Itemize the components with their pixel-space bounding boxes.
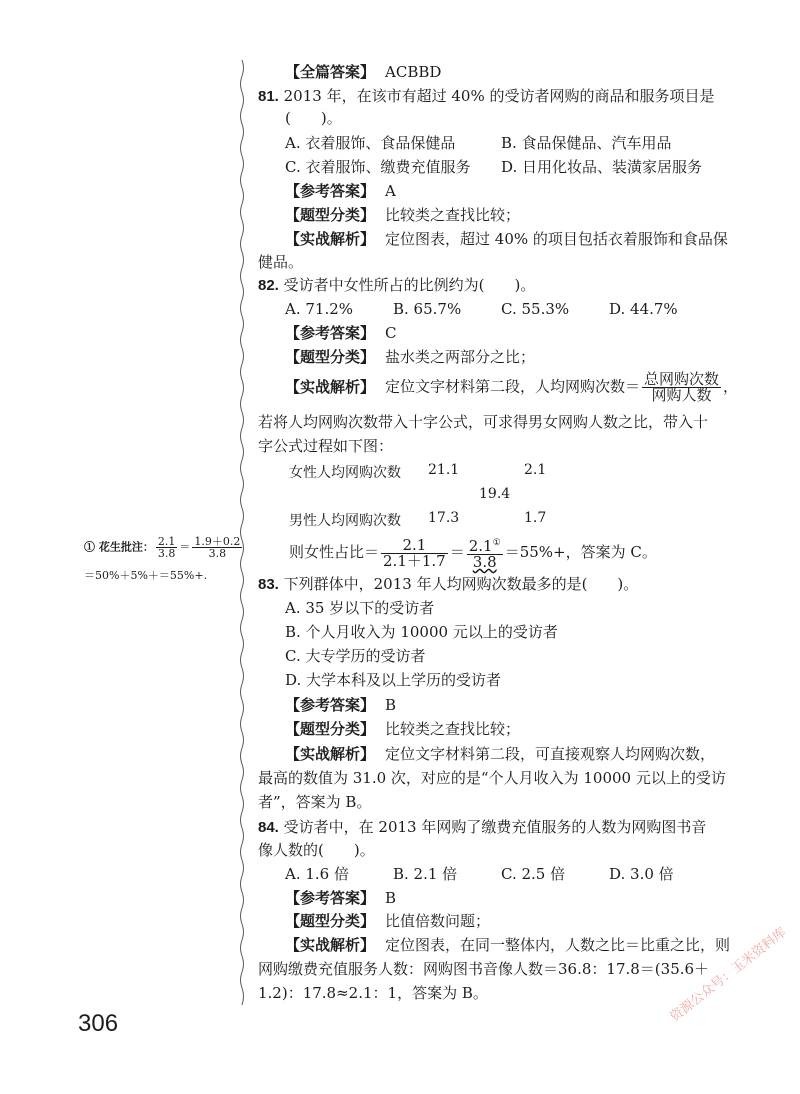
q81-type-value: 比较类之查找比较； bbox=[385, 206, 521, 224]
q84-answer bbox=[285, 888, 396, 909]
q82-conclusion-post: ＝55%+，答案为 C。 bbox=[504, 543, 657, 561]
q81-type-tag: 【题型分类】 bbox=[285, 207, 376, 224]
q81-answer-tag: 【参考答案】 bbox=[285, 183, 376, 200]
q81-option-b: B. 食品保健品、汽车用品 bbox=[501, 134, 672, 152]
q82-answer-value: C bbox=[385, 324, 397, 342]
q84-type-value: 比值倍数问题； bbox=[385, 912, 491, 930]
q82-type-tag: 【题型分类】 bbox=[285, 349, 376, 366]
q84-answer-tag: 【参考答案】 bbox=[285, 890, 376, 907]
q82-analysis-line1: 定位文字材料第二段，人均网购次数＝ bbox=[385, 377, 641, 396]
q84-analysis-tag: 【实战解析】 bbox=[285, 937, 376, 954]
cross-male-label: 男性人均网购次数 bbox=[289, 513, 401, 529]
q82-analysis-line1-end: ， bbox=[723, 377, 739, 396]
cross-female-value: 21.1 bbox=[428, 462, 460, 478]
q81-answer bbox=[285, 181, 396, 202]
q82-answer bbox=[285, 323, 397, 344]
full-answers-tag: 【全篇答案】 bbox=[285, 64, 376, 81]
q82-answer-tag: 【参考答案】 bbox=[285, 325, 376, 342]
q81-options-row1 bbox=[285, 133, 672, 153]
q83-stem-text: 下列群体中，2013 年人均网购次数最多的是( )。 bbox=[283, 575, 639, 593]
q81-analysis bbox=[285, 229, 728, 250]
q83-option-b: B. 个人月收入为 10000 元以上的受访者 bbox=[285, 623, 558, 641]
q81-option-a: A. 衣着服饰、食品保健品 bbox=[285, 134, 456, 152]
q84-stem bbox=[258, 817, 706, 838]
side-fraction2 bbox=[192, 536, 242, 559]
q83-option-c: C. 大专学历的受访者 bbox=[285, 647, 426, 665]
cross-center-value: 19.4 bbox=[479, 486, 511, 502]
watermark: 资源公众号：玉米资料库 bbox=[667, 925, 790, 1025]
q82-stem bbox=[258, 275, 535, 296]
q82-conclusion bbox=[289, 536, 657, 570]
q84-type-tag: 【题型分类】 bbox=[285, 913, 376, 930]
q83-option-a: A. 35 岁以下的受访者 bbox=[285, 599, 435, 617]
q82-type-value: 盐水类之两部分之比； bbox=[385, 348, 536, 366]
q83-answer-value: B bbox=[385, 696, 397, 714]
q84-option-c: C. 2.5 倍 bbox=[501, 865, 566, 883]
q81-analysis-tag: 【实战解析】 bbox=[285, 231, 376, 248]
q81-option-d: D. 日用化妆品、装潢家居服务 bbox=[501, 158, 703, 176]
q82-conclusion-pre: 则女性占比＝ bbox=[289, 543, 380, 561]
q84-analysis-line2: 网购缴费充值服务人数：网购图书音像人数＝36.8：17.8＝(35.6＋ bbox=[258, 960, 710, 978]
q83-answer-tag: 【参考答案】 bbox=[285, 697, 376, 714]
q83-analysis-line1: 定位文字材料第二段，可直接观察人均网购次数， bbox=[385, 745, 716, 763]
q81-stem bbox=[258, 86, 714, 107]
q81-answer-value: A bbox=[385, 182, 396, 200]
q82-option-d: D. 44.7% bbox=[609, 300, 678, 318]
q82-footnote-mark: ① bbox=[492, 538, 501, 548]
q84-option-d: D. 3.0 倍 bbox=[609, 865, 674, 883]
q82-analysis bbox=[285, 372, 738, 403]
side-f2-den: 3.8 bbox=[208, 547, 227, 560]
q81-stem-line1: 2013 年，在该市有超过 40% 的受访者网购的商品和服务项目是 bbox=[283, 87, 715, 105]
side-f1-num: 2.1 bbox=[157, 535, 176, 548]
q82-c-frac1-den: 2.1＋1.7 bbox=[383, 551, 446, 570]
side-f1-den: 3.8 bbox=[157, 547, 176, 560]
q82-c-frac2-num-value: 2.1 bbox=[468, 537, 493, 555]
q82-c-frac1-num: 2.1 bbox=[381, 538, 448, 554]
q83-analysis-line3: 者”，答案为 B。 bbox=[258, 793, 372, 811]
q82-stem-text: 受访者中女性所占的比例约为( )。 bbox=[283, 276, 536, 294]
q82-per-capita-fraction bbox=[642, 372, 721, 403]
q82-number: 82. bbox=[258, 277, 279, 294]
q84-stem-line1: 受访者中，在 2013 年网购了缴费充值服务的人数为网购图书音 bbox=[283, 818, 707, 836]
q81-option-c: C. 衣着服饰、缴费充值服务 bbox=[285, 158, 471, 176]
q81-number: 81. bbox=[258, 88, 279, 105]
q82-analysis-line2: 若将人均网购次数带入十字公式，可求得男女网购人数之比，带入十 bbox=[258, 413, 709, 431]
q82-option-a: A. 71.2% bbox=[285, 300, 354, 318]
binding-divider bbox=[239, 60, 245, 1005]
q82-option-c: C. 55.3% bbox=[501, 300, 570, 318]
q84-analysis-line1: 定位图表，在同一整体内，人数之比＝比重之比，则 bbox=[385, 936, 731, 954]
q82-fraction-denominator: 网购人数 bbox=[651, 386, 712, 404]
q83-analysis-tag: 【实战解析】 bbox=[285, 746, 376, 763]
q82-options bbox=[285, 299, 678, 319]
side-fraction1 bbox=[156, 536, 178, 559]
q83-analysis-line2: 最高的数值为 31.0 次，对应的是“个人月收入为 10000 元以上的受访 bbox=[258, 769, 726, 787]
q83-type-value: 比较类之查找比较； bbox=[385, 720, 521, 738]
q82-conclusion-fraction2 bbox=[467, 536, 503, 570]
q81-type bbox=[285, 205, 520, 226]
q83-number: 83. bbox=[258, 576, 279, 593]
q83-type-tag: 【题型分类】 bbox=[285, 721, 376, 738]
side-annotation bbox=[84, 536, 244, 559]
q83-stem bbox=[258, 574, 638, 595]
q84-type bbox=[285, 911, 490, 932]
q82-analysis-tag: 【实战解析】 bbox=[285, 378, 376, 396]
q84-option-b: B. 2.1 倍 bbox=[393, 865, 458, 883]
q83-answer bbox=[285, 695, 396, 716]
q84-stem-line2: 像人数的( )。 bbox=[258, 841, 375, 859]
side-eq: ＝ bbox=[179, 540, 191, 554]
q84-analysis bbox=[285, 935, 730, 956]
q81-options-row2 bbox=[285, 157, 702, 177]
q84-option-a: A. 1.6 倍 bbox=[285, 865, 349, 883]
q81-analysis-line2: 健品。 bbox=[258, 253, 304, 271]
full-answers-value: ACBBD bbox=[385, 63, 442, 81]
q82-c-frac2-den: 3.8 bbox=[472, 553, 497, 571]
q82-type bbox=[285, 347, 535, 368]
q81-stem-line2: ( )。 bbox=[285, 109, 342, 127]
cross-male-diff: 1.7 bbox=[524, 510, 547, 526]
q82-analysis-line3: 字公式过程如下图： bbox=[258, 437, 394, 455]
q82-conclusion-eq: ＝ bbox=[449, 543, 465, 561]
cross-male-value: 17.3 bbox=[428, 510, 460, 526]
q84-number: 84. bbox=[258, 819, 279, 836]
page-number: 306 bbox=[78, 1010, 119, 1037]
q83-analysis bbox=[285, 744, 715, 765]
q83-option-d: D. 大学本科及以上学历的受访者 bbox=[285, 671, 502, 689]
side-annotation-label: ① 花生批注： bbox=[84, 540, 154, 554]
side-f2-num: 1.9＋0.2 bbox=[194, 535, 241, 548]
q84-analysis-line3: 1.2)：17.8≈2.1：1，答案为 B。 bbox=[258, 984, 488, 1002]
cross-female-diff: 2.1 bbox=[524, 462, 547, 478]
q84-options bbox=[285, 864, 674, 884]
q81-analysis-line1: 定位图表，超过 40% 的项目包括衣着服饰和食品保 bbox=[385, 230, 728, 248]
cross-female-label: 女性人均网购次数 bbox=[289, 465, 401, 481]
q82-option-b: B. 65.7% bbox=[393, 300, 462, 318]
q82-conclusion-fraction1 bbox=[381, 535, 448, 570]
full-answers bbox=[285, 62, 441, 83]
q82-fraction-numerator: 总网购次数 bbox=[644, 370, 720, 388]
q83-type bbox=[285, 719, 520, 740]
q84-answer-value: B bbox=[385, 889, 397, 907]
side-annotation-line2: ＝50%＋5%＋＝55%+. bbox=[84, 569, 208, 582]
